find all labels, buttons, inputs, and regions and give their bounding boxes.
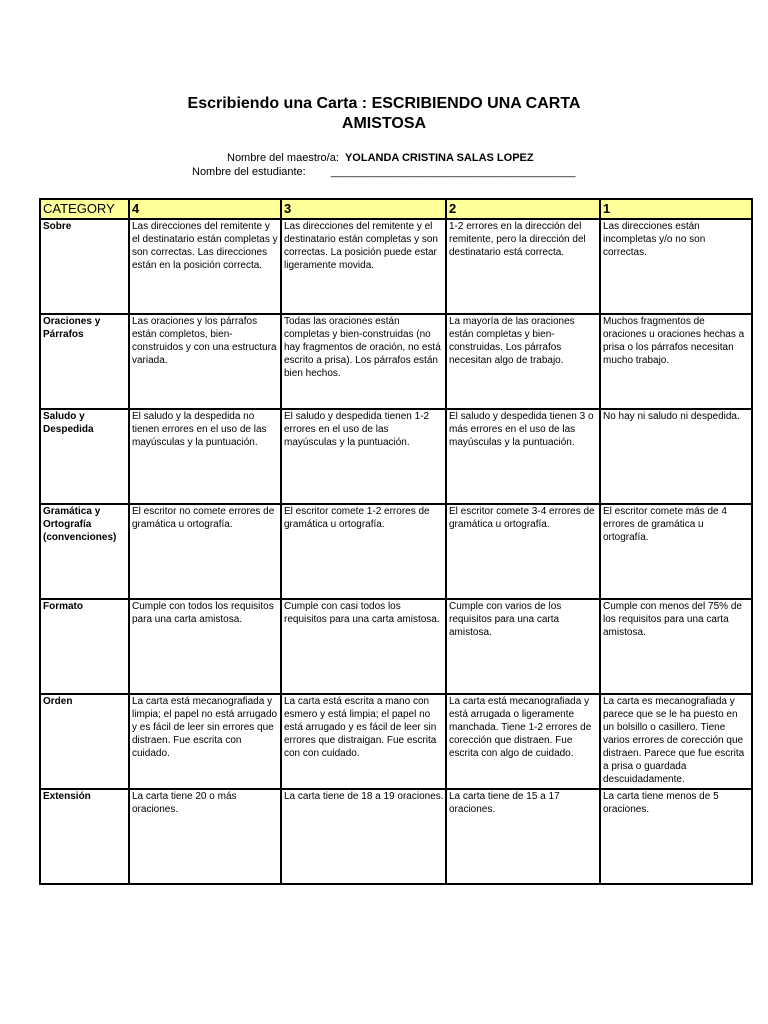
row-category: Oraciones y Párrafos bbox=[40, 314, 129, 409]
teacher-name: YOLANDA CRISTINA SALAS LOPEZ bbox=[344, 152, 534, 164]
header-score-3: 3 bbox=[281, 199, 446, 219]
teacher-label: Nombre del maestro/a: bbox=[227, 152, 339, 164]
row-cell-score-4: Cumple con todos los requisitos para una carta amistosa. bbox=[129, 599, 281, 694]
row-cell-score-4: La carta está mecanografiada y limpia; el papel no está arrugado y es fácil de leer sin errores que distraen. Fue escrita con cuidado. bbox=[129, 694, 281, 789]
rubric-row-gramatica bbox=[40, 504, 752, 599]
row-cell-score-1: No hay ni saludo ni despedida. bbox=[600, 409, 752, 504]
document-title bbox=[0, 94, 768, 134]
row-cell-score-2: Cumple con varios de los requisitos para una carta amistosa. bbox=[446, 599, 600, 694]
rubric-row-sobre bbox=[40, 219, 752, 314]
row-cell-score-3: Todas las oraciones están completas y bien-construidas (no hay fragmentos de oración, no está escrito a prisa). Los párrafos están bien hechos. bbox=[281, 314, 446, 409]
rubric-row-extension bbox=[40, 789, 752, 884]
row-cell-score-3: La carta está escrita a mano con esmero y está limpia; el papel no está arrugado y es fácil de leer sin errores que distraigan. Fue escrita con con cuidado. bbox=[281, 694, 446, 789]
row-cell-score-4: El escritor no comete errores de gramática u ortografía. bbox=[129, 504, 281, 599]
row-cell-score-4: El saludo y la despedida no tienen errores en el uso de las mayúsculas y la puntuación. bbox=[129, 409, 281, 504]
rubric-row-saludo bbox=[40, 409, 752, 504]
rubric-header-row bbox=[40, 199, 752, 219]
rubric-row-oraciones bbox=[40, 314, 752, 409]
row-category: Gramática y Ortografía (convenciones) bbox=[40, 504, 129, 599]
row-cell-score-4: La carta tiene 20 o más oraciones. bbox=[129, 789, 281, 884]
row-cell-score-1: La carta tiene menos de 5 oraciones. bbox=[600, 789, 752, 884]
header-score-2: 2 bbox=[446, 199, 600, 219]
row-cell-score-1: Cumple con menos del 75% de los requisitos para una carta amistosa. bbox=[600, 599, 752, 694]
row-cell-score-1: La carta es mecanografiada y parece que se le ha puesto en un bolsillo o casillero. Tiene varios errores de corección que distraen. Parece que fue escrita a prisa o guardada descuidadamente. bbox=[600, 694, 752, 789]
row-category: Sobre bbox=[40, 219, 129, 314]
row-category: Saludo y Despedida bbox=[40, 409, 129, 504]
header-category: CATEGORY bbox=[40, 199, 129, 219]
row-cell-score-3: Las direcciones del remitente y el destinatario están completas y son correctas. La posición puede estar ligeramente movida. bbox=[281, 219, 446, 314]
row-cell-score-2: La carta está mecanografiada y está arrugada o ligeramente manchada. Tiene 1-2 errores de corección que distraen. Fue escrita con algo de cuidado. bbox=[446, 694, 600, 789]
row-cell-score-1: Las direcciones están incompletas y/o no son correctas. bbox=[600, 219, 752, 314]
rubric-row-orden bbox=[40, 694, 752, 789]
title-line-1: Escribiendo una Carta : ESCRIBIENDO UNA CARTA bbox=[187, 95, 581, 112]
student-field bbox=[192, 166, 576, 178]
title-line-2: AMISTOSA bbox=[341, 115, 427, 132]
row-cell-score-1: Muchos fragmentos de oraciones u oraciones hechas a prisa o los párrafos necesitan mucho trabajo. bbox=[600, 314, 752, 409]
row-cell-score-4: Las direcciones del remitente y el destinatario están completas y son correctas. Las direcciones están en la posición correcta. bbox=[129, 219, 281, 314]
teacher-field bbox=[227, 152, 534, 164]
header-score-4: 4 bbox=[129, 199, 281, 219]
row-cell-score-3: El escritor comete 1-2 errores de gramática u ortografía. bbox=[281, 504, 446, 599]
row-category: Orden bbox=[40, 694, 129, 789]
row-cell-score-4: Las oraciones y los párrafos están completos, bien-construidos y con una estructura variada. bbox=[129, 314, 281, 409]
header-score-1: 1 bbox=[600, 199, 752, 219]
rubric-row-formato bbox=[40, 599, 752, 694]
rubric-table bbox=[39, 198, 753, 885]
student-label: Nombre del estudiante: bbox=[192, 166, 306, 178]
row-category: Formato bbox=[40, 599, 129, 694]
row-cell-score-2: El saludo y despedida tienen 3 o más errores en el uso de las mayúsculas y la puntuación. bbox=[446, 409, 600, 504]
row-category: Extensión bbox=[40, 789, 129, 884]
row-cell-score-3: Cumple con casi todos los requisitos para una carta amistosa. bbox=[281, 599, 446, 694]
student-name-line: ________________________________________ bbox=[330, 166, 576, 178]
row-cell-score-1: El escritor comete más de 4 errores de gramática u ortografía. bbox=[600, 504, 752, 599]
row-cell-score-2: El escritor comete 3-4 errores de gramática u ortografía. bbox=[446, 504, 600, 599]
row-cell-score-3: El saludo y despedida tienen 1-2 errores en el uso de las mayúsculas y la puntuación. bbox=[281, 409, 446, 504]
row-cell-score-2: La mayoría de las oraciones están completas y bien-construidas. Los párrafos necesitan algo de trabajo. bbox=[446, 314, 600, 409]
row-cell-score-3: La carta tiene de 18 a 19 oraciones. bbox=[281, 789, 446, 884]
row-cell-score-2: 1-2 errores en la dirección del remitente, pero la dirección del destinatario está correcta. bbox=[446, 219, 600, 314]
row-cell-score-2: La carta tiene de 15 a 17 oraciones. bbox=[446, 789, 600, 884]
